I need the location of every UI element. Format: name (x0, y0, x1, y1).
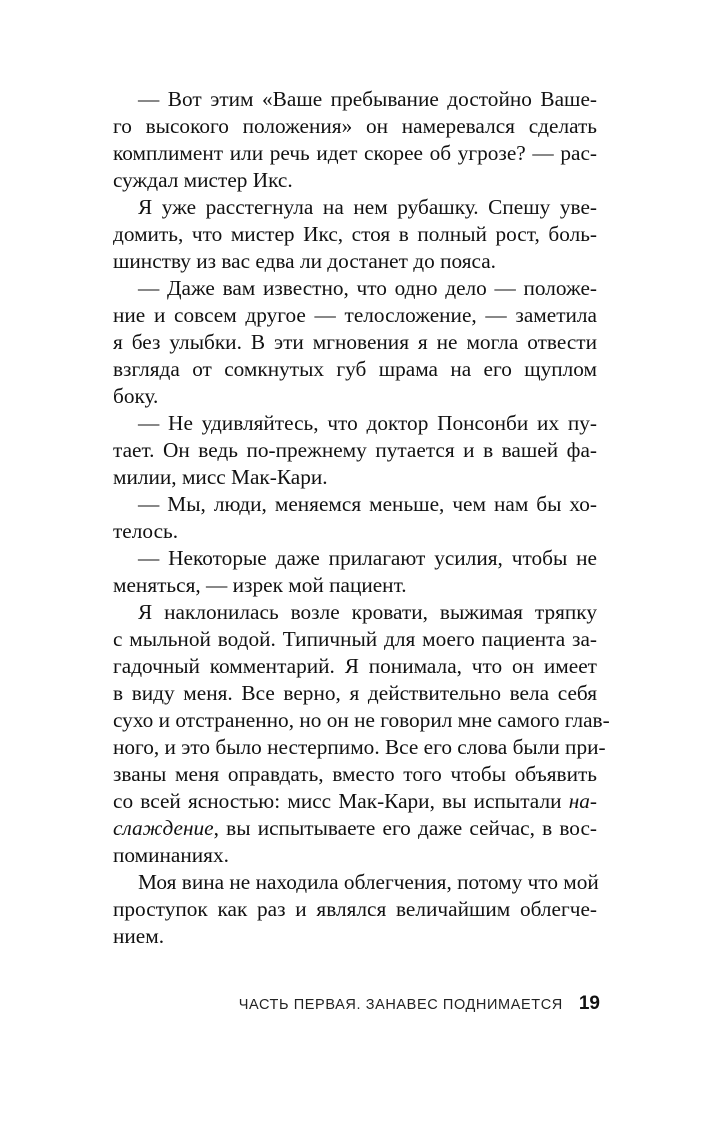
text-line-27-content: со всей ясностью: мисс Мак-Кари, вы испытали на- (113, 789, 597, 813)
text-line-1: — Вот этим «Ваше пребывание достойно Ваше- (138, 87, 597, 111)
text-line-14: тает. Он ведь по-прежнему путается и в вашей фа- (113, 438, 597, 462)
text-line-3: комплимент или речь идет скорее об угрозе? — рас- (113, 141, 597, 165)
text-line-8: — Даже вам известно, что одно дело — положе- (138, 276, 597, 300)
text-line-24: сухо и отстраненно, но он не говорил мне самого глав- (113, 708, 610, 732)
text-line-32: нием. (113, 924, 165, 948)
text-line-30: Моя вина не находила облегчения, потому что мой (138, 870, 599, 894)
text-line-19: меняться, — изрек мой пациент. (113, 573, 407, 597)
emphasis-word-part-1: на- (568, 789, 597, 813)
text-line-5: Я уже расстегнула на нем рубашку. Спешу уве- (138, 195, 597, 219)
page-number: 19 (578, 993, 600, 1014)
emphasis-word-part-2: слаждение (113, 816, 214, 840)
page-footer (150, 993, 600, 1019)
text-line-20: Я наклонилась возле кровати, выжимая тряпку (138, 600, 597, 624)
text-line-29: поминаниях. (113, 843, 229, 867)
text-line-25: ного, и это было нестерпимо. Все его слова были при- (113, 735, 606, 759)
text-line-12: боку. (113, 384, 159, 408)
running-head: ЧАСТЬ ПЕРВАЯ. ЗАНАВЕС ПОДНИМАЕТСЯ (238, 997, 563, 1013)
text-line-17: телось. (113, 519, 179, 543)
text-line-31: проступок как раз и являлся величайшим облегче- (113, 897, 597, 921)
text-line-6: домить, что мистер Икс, стоя в полный рост, боль- (113, 222, 597, 246)
text-line-15: милии, мисс Мак-Кари. (113, 465, 328, 489)
text-line-23: в виду меня. Все верно, я действительно вела себя (113, 681, 597, 705)
text-line-4: суждал мистер Икс. (113, 168, 293, 192)
text-line-28-content: слаждение, вы испытываете его даже сейчас, в вос- (113, 816, 597, 840)
text-line-27 (113, 788, 597, 815)
text-line-13: — Не удивляйтесь, что доктор Понсонби их пу- (138, 411, 597, 435)
text-line-26: званы меня оправдать, вместо того чтобы объявить (113, 762, 597, 786)
text-line-28 (113, 815, 597, 842)
text-line-2: го высокого положения» он намеревался сделать (113, 114, 597, 138)
text-line-7: шинству из вас едва ли достанет до пояса. (113, 249, 497, 273)
text-line-22: гадочный комментарий. Я понимала, что он имеет (113, 654, 597, 678)
text-line-11: взгляда от сомкнутых губ шрама на его щуплом (113, 357, 597, 381)
text-line-16: — Мы, люди, меняемся меньше, чем нам бы хо- (138, 492, 597, 516)
text-line-18: — Некоторые даже прилагают усилия, чтобы не (138, 546, 597, 570)
text-line-10: я без улыбки. В эти мгновения я не могла отвести (113, 330, 597, 354)
text-line-9: ние и совсем другое — телосложение, — заметила (113, 303, 597, 327)
text-line-21: с мыльной водой. Типичный для моего пациента за- (113, 627, 597, 651)
